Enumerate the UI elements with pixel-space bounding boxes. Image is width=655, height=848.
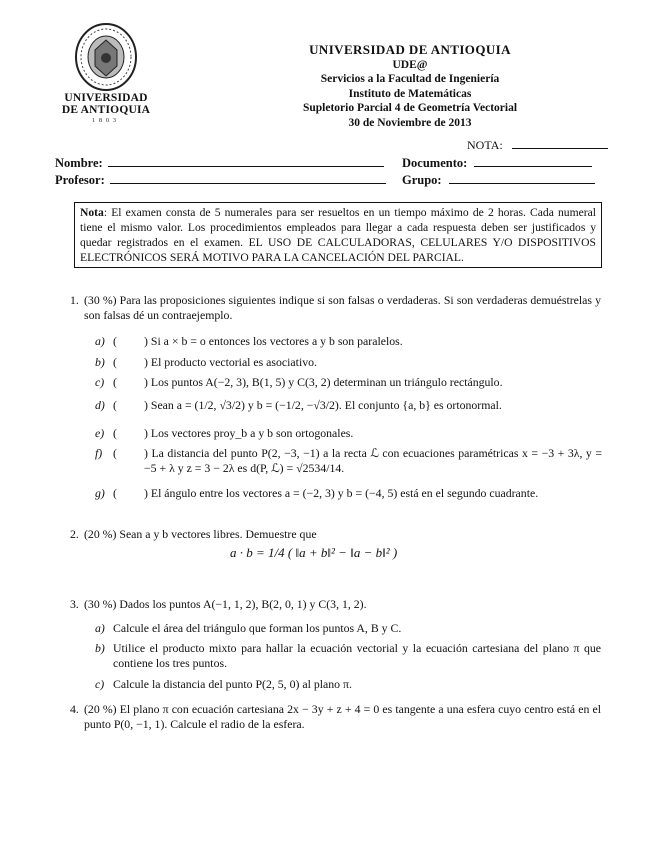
grupo-label: Grupo: <box>402 173 442 187</box>
q1-item-c-label: c) <box>95 375 105 389</box>
nombre-line[interactable] <box>108 166 384 167</box>
q1-item-e-blank[interactable]: ( <box>113 426 117 440</box>
nota-label: NOTA: <box>467 138 503 152</box>
q1-item-a-blank[interactable]: ( <box>113 334 117 348</box>
q4-number: 4. <box>70 702 79 716</box>
q1-item-b-label: b) <box>95 355 105 369</box>
logo-year: 1803 <box>92 118 120 124</box>
profesor-label: Profesor: <box>55 173 105 187</box>
q1-item-e-label: e) <box>95 426 105 440</box>
q3-item-c: Calcule la distancia del punto P(2, 5, 0) al plano π. <box>113 677 352 691</box>
q1-item-f: ) La distancia del punto P(2, −3, −1) a la recta ℒ con ecuaciones paramétricas x = −3 + 3λ, y = −5 + λ y z = 3 − 2λ es d(P, ℒ) = √2534/14. <box>144 446 602 475</box>
grupo-line[interactable] <box>449 183 595 184</box>
documento-line[interactable] <box>474 166 592 167</box>
q1-item-d-blank[interactable]: ( <box>113 398 117 412</box>
q1-item-g-blank[interactable]: ( <box>113 486 117 500</box>
q3-item-a-label: a) <box>95 621 105 635</box>
q3-text: (30 %) Dados los puntos A(−1, 1, 2), B(2, 0, 1) y C(3, 1, 2). <box>84 597 367 611</box>
exam-date: 30 de Noviembre de 2013 <box>348 116 472 129</box>
q3-item-b-label: b) <box>95 641 105 655</box>
q3-item-a: Calcule el área del triángulo que forman los puntos A, B y C. <box>113 621 402 635</box>
q1-number: 1. <box>70 293 79 307</box>
nota-line[interactable] <box>512 148 608 149</box>
q1-item-a: ) Si a × b = o entonces los vectores a y b son paralelos. <box>144 334 403 348</box>
q2-formula: a · b = 1/4 ( ‖a + b‖² − ‖a − b‖² ) <box>230 545 398 560</box>
q1-item-c: ) Los puntos A(−2, 3), B(1, 5) y C(3, 2) determinan un triángulo rectángulo. <box>144 375 503 389</box>
q1-item-b: ) El producto vectorial es asociativo. <box>144 355 317 369</box>
q1-item-e: ) Los vectores proy_b a y b son ortogonales. <box>144 426 354 440</box>
grupo-field[interactable] <box>402 173 595 188</box>
notice-label: Nota <box>80 206 104 219</box>
header-block <box>260 43 560 130</box>
nombre-field[interactable] <box>55 156 384 171</box>
q1-item-a-label: a) <box>95 334 105 348</box>
q3-number: 3. <box>70 597 79 611</box>
documento-label: Documento: <box>402 156 468 170</box>
q1-item-f-blank[interactable]: ( <box>113 446 117 460</box>
q1-item-g: ) El ángulo entre los vectores a = (−2, 3) y b = (−4, 5) está en el segundo cuadrante. <box>144 486 539 500</box>
q1-item-d-label: d) <box>95 398 105 412</box>
nombre-label: Nombre: <box>55 156 103 170</box>
q1-text: (30 %) Para las proposiciones siguientes indique si son falsas o verdaderas. Si son verdaderas demuéstrelas y son falsas dé un contraejemplo. <box>84 293 601 322</box>
exam-title: Supletorio Parcial 4 de Geometría Vectorial <box>302 102 518 114</box>
notice-text: : El examen consta de 5 numerales para ser resueltos en un tiempo máximo de 2 horas. Cada numeral tiene el mismo valor. Los procedimientos empleados para llegar a cada respuesta deben ser justificados y quedar registrados en el examen. EL USO DE CALCULADORAS, CELULARES Y/O DISPOSITIVOS ELECTRÓNICOS SERÁ MOTIVO PARA LA CANCELACIÓN DEL PARCIAL. <box>80 206 596 264</box>
seal-icon <box>73 22 139 92</box>
q2-number: 2. <box>70 527 79 541</box>
service-title: Servicios a la Facultad de Ingeniería <box>320 73 500 85</box>
unit-title: UDE@ <box>392 58 428 71</box>
q4-text: (20 %) El plano π con ecuación cartesiana 2x − 3y + z + 4 = 0 es tangente a una esfera cuyo centro está en el punto P(0, −1, 1). Calcule el radio de la esfera. <box>84 702 601 731</box>
logo-name-1: UNIVERSIDAD <box>64 92 148 104</box>
nota-field[interactable] <box>467 138 608 153</box>
q2-text: (20 %) Sean a y b vectores libres. Demuestre que <box>84 527 317 541</box>
q1-item-f-label: f) <box>95 446 103 460</box>
q1-item-d: ) Sean a = (1/2, √3/2) y b = (−1/2, −√3/2). El conjunto {a, b} es ortonormal. <box>144 398 502 412</box>
university-title: UNIVERSIDAD DE ANTIOQUIA <box>309 42 511 57</box>
notice-box <box>74 202 602 268</box>
logo-name-2: DE ANTIOQUIA <box>61 104 151 116</box>
q1-item-g-label: g) <box>95 486 105 500</box>
profesor-field[interactable] <box>55 173 386 188</box>
q3-item-b: Utilice el producto mixto para hallar la ecuación vectorial y la ecuación cartesiana del plano π que contiene los tres puntos. <box>113 641 601 670</box>
documento-field[interactable] <box>402 156 592 171</box>
institute-title: Instituto de Matemáticas <box>348 87 472 100</box>
q1-item-b-blank[interactable]: ( <box>113 355 117 369</box>
q3-item-c-label: c) <box>95 677 105 691</box>
university-logo <box>58 22 154 124</box>
q1-item-c-blank[interactable]: ( <box>113 375 117 389</box>
profesor-line[interactable] <box>110 183 386 184</box>
